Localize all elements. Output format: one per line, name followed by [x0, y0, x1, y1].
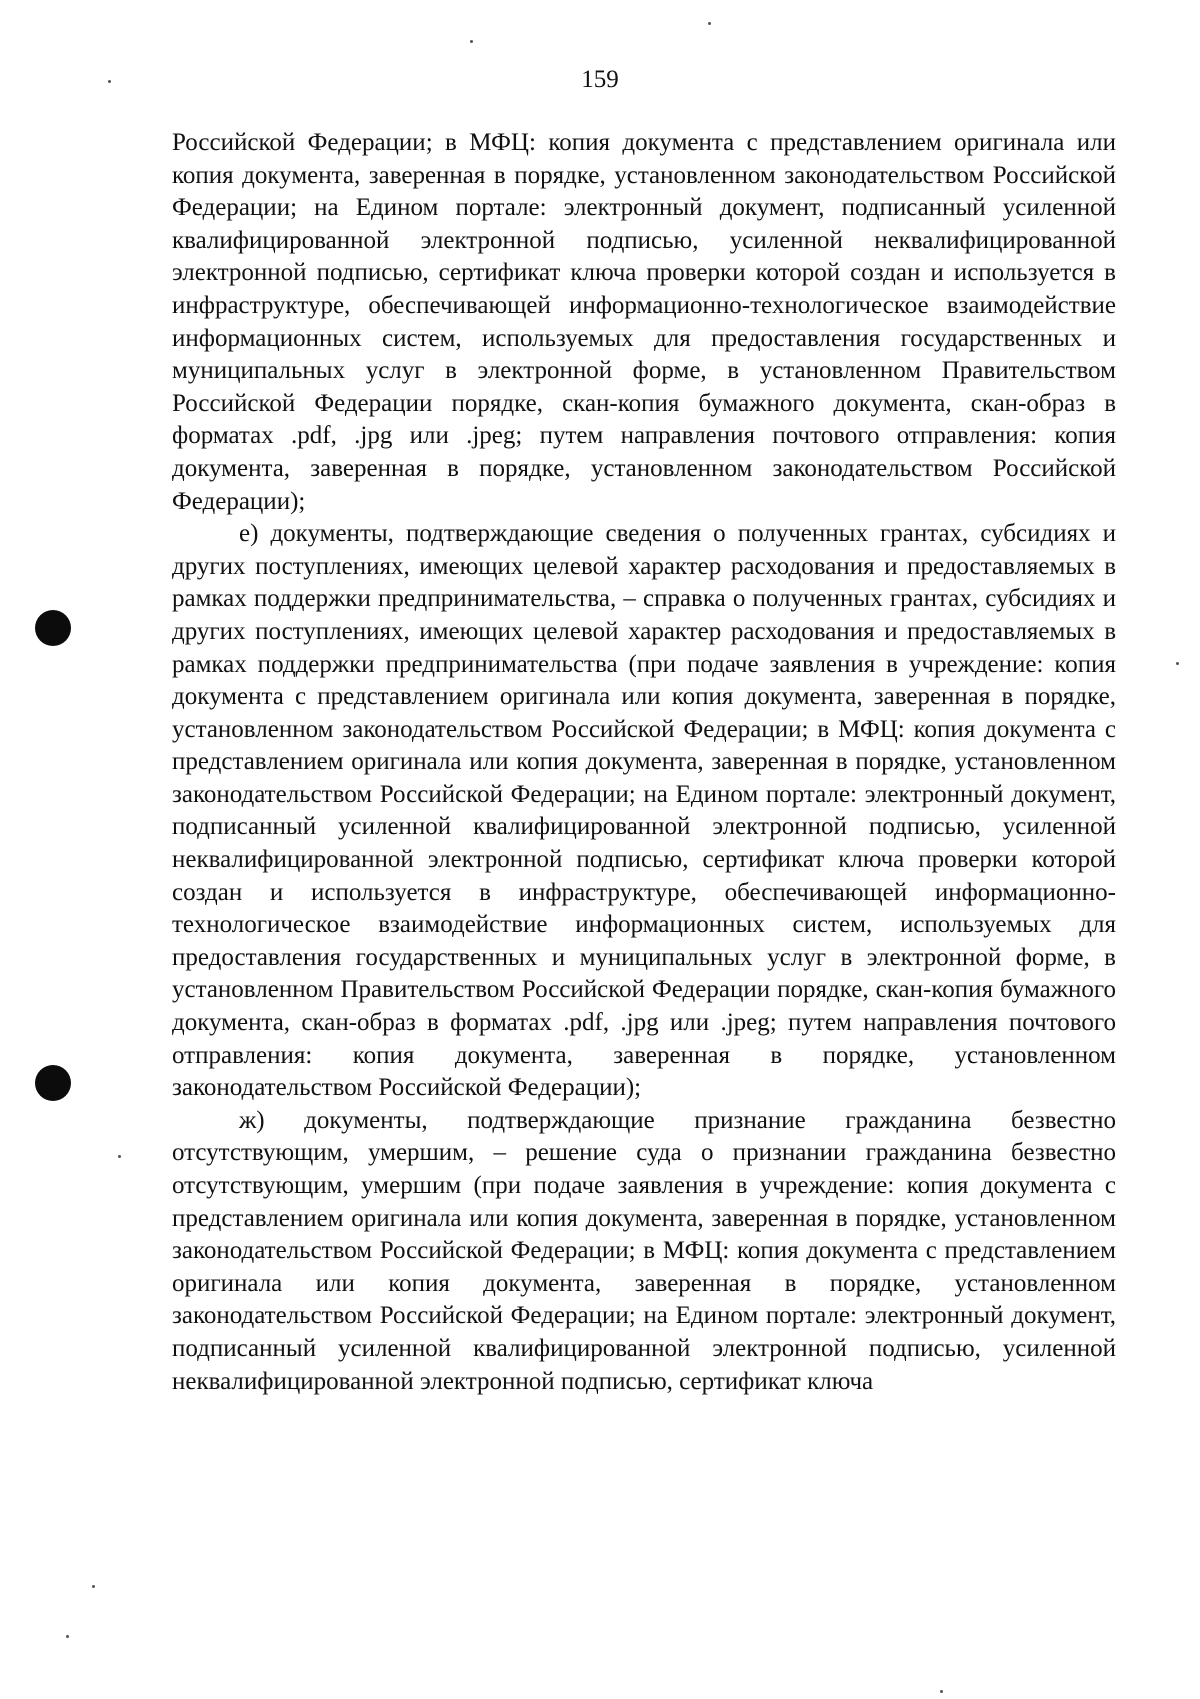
scan-speck [108, 80, 111, 83]
paragraph-continuation: Российской Федерации; в МФЦ: копия документа с представлением оригинала или копия документа, заверенная в порядке, установленном законодательством Российской Федерации; на Едином портале: электронный документ, подписанный усиленной квалифицированной электронной подписью, усиленной неквалифицированной электронной подписью, сертификат ключа проверки которой создан и используется в инфраструктуре, обеспечивающей информационно-технологическое взаимодействие информационных систем, используемых для предоставления государственных и муниципальных услуг в электронной форме, в установленном Правительством Российской Федерации порядке, скан-копия бумажного документа, скан-образ в форматах .pdf, .jpg или .jpeg; путем направления почтового отправления: копия документа, заверенная в порядке, установленном законодательством Российской Федерации); [172, 129, 1116, 515]
scan-speck [92, 1585, 95, 1588]
document-body [172, 127, 1116, 1398]
punch-hole-mark [35, 610, 71, 646]
scan-speck [708, 22, 711, 25]
page-number: 159 [581, 66, 619, 93]
scan-speck [1176, 662, 1179, 665]
paragraph-item-zh: ж) документы, подтверждающие признание гражданина безвестно отсутствующим, умершим, – решение суда о признании гражданина безвестно отсутствующим, умершим (при подаче заявления в учреждение: копия документа с представлением оригинала или копия документа, заверенная в порядке, установленном законодательством Российской Федерации; в МФЦ: копия документа с представлением оригинала или копия документа, заверенная в порядке, установленном законодательством Российской Федерации; на Едином портале: электронный документ, подписанный усиленной квалифицированной электронной подписью, усиленной неквалифицированной электронной подписью, сертификат ключа [172, 1106, 1116, 1395]
scan-speck [940, 1690, 943, 1693]
paragraph-item-e: е) документы, подтверждающие сведения о полученных грантах, субсидиях и других поступлениях, имеющих целевой характер расходования и предоставляемых в рамках поддержки предпринимательства, – справка о полученных грантах, субсидиях и других поступлениях, имеющих целевой характер расходования и предоставляемых в рамках поддержки предпринимательства (при подаче заявления в учреждение: копия документа с представлением оригинала или копия документа, заверенная в порядке, установленном законодательством Российской Федерации; в МФЦ: копия документа с представлением оригинала или копия документа, заверенная в порядке, установленном законодательством Российской Федерации; на Едином портале: электронный документ, подписанный усиленной квалифицированной электронной подписью, усиленной неквалифицированной электронной подписью, сертификат ключа проверки которой создан и используется в инфраструктуре, обеспечивающей информационно-технологическое взаимодействие информационных систем, используемых для предоставления государственных и муниципальных услуг в электронной форме, в установленном Правительством Российской Федерации порядке, скан-копия бумажного документа, скан-образ в форматах .pdf, .jpg или .jpeg; путем направления почтового отправления: копия документа, заверенная в порядке, установленном законодательством Российской Федерации); [172, 520, 1116, 1102]
scan-speck [66, 1635, 69, 1638]
scan-speck [118, 1155, 121, 1158]
scan-speck [470, 40, 473, 43]
punch-hole-mark [35, 1065, 71, 1101]
